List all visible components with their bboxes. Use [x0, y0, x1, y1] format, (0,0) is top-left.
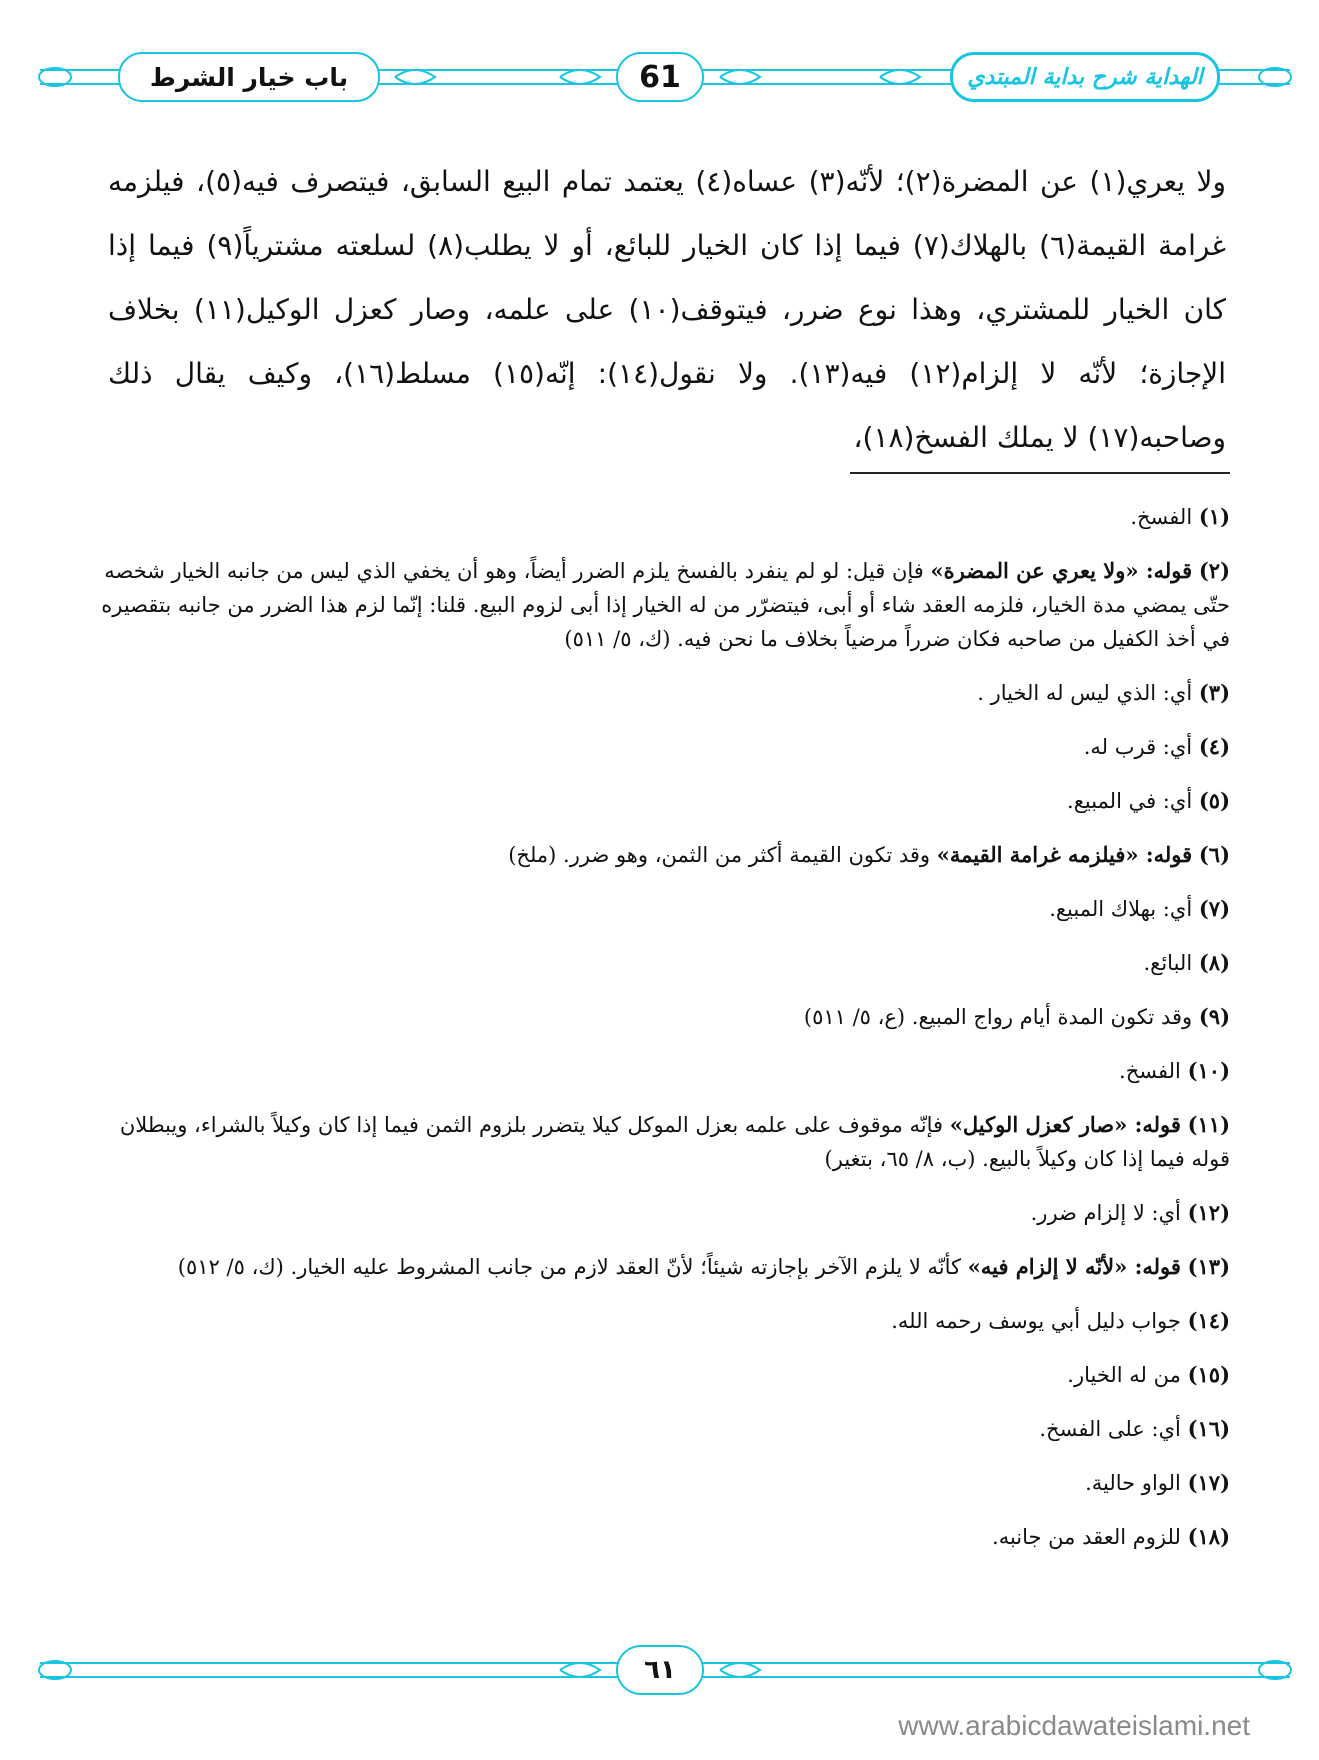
- footnote-text: فإنّه موقوف على علمه بعزل الموكل كيلا يتضرر بلزوم الثمن فيما إذا كان وكيلاً بالشراء، ويبطلان قوله فيما إذا كان وكيلاً بالبيع. (ب، ٨/ ٦٥، بتغير): [119, 1113, 1230, 1171]
- footnote-number: (١١): [1187, 1112, 1230, 1137]
- footnote-text: أي: لا إلزام ضرر.: [1030, 1201, 1181, 1225]
- footnote-text: من له الخيار.: [1067, 1363, 1181, 1387]
- footnote-number: (١): [1198, 504, 1230, 529]
- footnote-separator: [850, 472, 1230, 474]
- footnote-item: [90, 838, 1230, 872]
- footnote-quote: قوله: «فيلزمه غرامة القيمة»: [936, 842, 1193, 867]
- footnote-item: [90, 1304, 1230, 1338]
- footnote-number: (٣): [1198, 680, 1230, 705]
- footnote-item: [90, 730, 1230, 764]
- header-page-number: 61: [616, 52, 704, 102]
- footnote-number: (١٧): [1187, 1470, 1230, 1495]
- footnote-text: الواو حالية.: [1085, 1471, 1181, 1495]
- footnotes-list: [90, 500, 1230, 1574]
- footnote-item: [90, 1520, 1230, 1554]
- footnote-item: [90, 1358, 1230, 1392]
- footnote-number: (١٠): [1187, 1058, 1230, 1083]
- footnote-text: أي: الذي ليس له الخيار .: [977, 681, 1193, 705]
- footnote-text: الفسخ.: [1119, 1059, 1181, 1083]
- footnote-text: الفسخ.: [1130, 505, 1193, 529]
- footnote-item: [90, 1412, 1230, 1446]
- footnote-text: فإن قيل: لو لم ينفرد بالفسخ يلزم الضرر أيضاً، وهو أن يخفي الذي ليس من جانبه الخيار شخصه حتّى يمضي مدة الخيار، فلزمه العقد شاء أو أبى، فيتضرّر من له الخيار إذا أبى لزوم البيع. قلنا: إنّما لزم هذا الضرر من جانبه بتقصيره في أخذ الكفيل من صاحبه فكان ضرراً مرضياً بخلاف ما نحن فيه. (ك، ٥/ ٥١١): [101, 559, 1230, 651]
- footnote-number: (٤): [1198, 734, 1230, 759]
- footnote-item: [90, 676, 1230, 710]
- footnote-number: (١٢): [1187, 1200, 1230, 1225]
- page-footer: [0, 1635, 1319, 1705]
- footnote-text: وقد تكون القيمة أكثر من الثمن، وهو ضرر. (ملخ): [508, 843, 931, 867]
- footnote-number: (٧): [1198, 896, 1230, 921]
- footnote-item: [90, 784, 1230, 818]
- footnote-quote: قوله: «صار كعزل الوكيل»: [949, 1112, 1181, 1137]
- footnote-number: (١٦): [1187, 1416, 1230, 1441]
- footnote-number: (٥): [1198, 788, 1230, 813]
- footnote-text: جواب دليل أبي يوسف رحمه الله.: [891, 1309, 1181, 1333]
- footnote-item: [90, 1196, 1230, 1230]
- footer-page-number: ٦١: [616, 1645, 704, 1695]
- footnote-text: كأنّه لا يلزم الآخر بإجازته شيئاً؛ لأنّ العقد لازم من جانب المشروط عليه الخيار. (ك، ٥/ ٥١٢): [177, 1255, 962, 1279]
- footnote-item: [90, 554, 1230, 656]
- footnote-text: أي: قرب له.: [1083, 735, 1193, 759]
- footnote-number: (٦): [1198, 842, 1230, 867]
- footnote-text: أي: على الفسخ.: [1039, 1417, 1181, 1441]
- footnote-number: (٩): [1198, 1004, 1230, 1029]
- footnote-item: [90, 1250, 1230, 1284]
- footnote-quote: قوله: «ولا يعري عن المضرة»: [930, 558, 1193, 583]
- footnote-text: أي: في المبيع.: [1067, 789, 1193, 813]
- footnote-item: [90, 946, 1230, 980]
- footnote-text: أي: بهلاك المبيع.: [1049, 897, 1193, 921]
- footnote-item: [90, 1108, 1230, 1176]
- footnote-number: (١٨): [1187, 1524, 1230, 1549]
- footnote-number: (١٥): [1187, 1362, 1230, 1387]
- website-watermark: www.arabicdawateislami.net: [898, 1710, 1250, 1741]
- footnote-number: (٢): [1198, 558, 1230, 583]
- footnote-item: [90, 1000, 1230, 1034]
- book-title-logo: الهداية شرح بداية المبتدي: [950, 52, 1220, 102]
- footnote-item: [90, 1466, 1230, 1500]
- footnote-number: (٨): [1198, 950, 1230, 975]
- footnote-number: (١٤): [1187, 1308, 1230, 1333]
- main-paragraph: ولا يعري(١) عن المضرة(٢)؛ لأنّه(٣) عساه(٤) يعتمد تمام البيع السابق، فيتصرف فيه(٥)، فيلزمه غرامة القيمة(٦) بالهلاك(٧) فيما إذا كان الخيار للبائع، أو لا يطلب(٨) لسلعته مشترياً(٩) فيما إذا كان الخيار للمشتري، وهذا نوع ضرر، فيتوقف(١٠) على علمه، وصار كعزل الوكيل(١١) بخلاف الإجازة؛ لأنّه لا إلزام(١٢) فيه(١٣). ولا نقول(١٤): إنّه(١٥) مسلط(١٦)، وكيف يقال ذلك وصاحبه(١٧) لا يملك الفسخ(١٨)،: [108, 165, 1227, 454]
- footnote-text: وقد تكون المدة أيام رواج المبيع. (ع، ٥/ ٥١١): [803, 1005, 1193, 1029]
- footnote-item: [90, 1054, 1230, 1088]
- chapter-title: باب خيار الشرط: [118, 52, 380, 102]
- footnote-quote: قوله: «لأنّه لا إلزام فيه»: [967, 1254, 1181, 1279]
- footnote-text: للزوم العقد من جانبه.: [992, 1525, 1181, 1549]
- footnote-item: [90, 892, 1230, 926]
- footnote-item: [90, 500, 1230, 534]
- footnote-text: البائع.: [1143, 951, 1193, 975]
- footnote-number: (١٣): [1187, 1254, 1230, 1279]
- page-header: [0, 40, 1319, 120]
